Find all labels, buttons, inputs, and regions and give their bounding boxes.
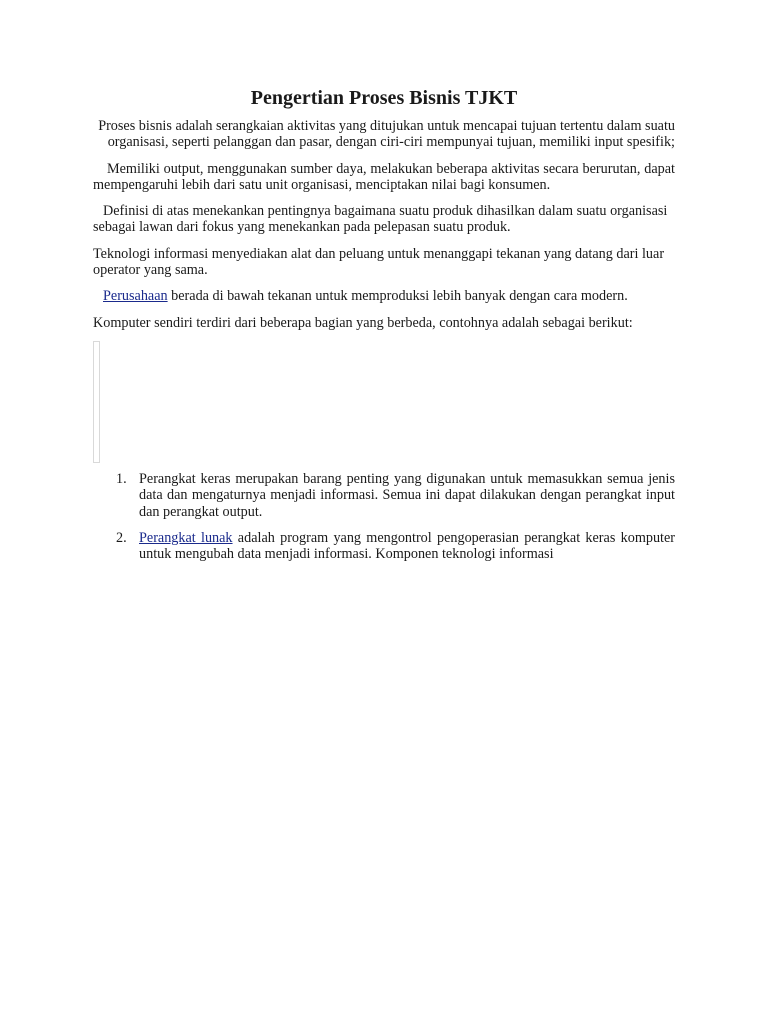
list-item-text: adalah program yang mengontrol pengoperasian perangkat keras komputer untuk mengubah data menjadi informasi. Komponen teknologi informasi (139, 529, 676, 563)
perusahaan-link[interactable]: Perusahaan (103, 288, 168, 305)
paragraph-company (93, 288, 675, 304)
list-item-hardware (93, 471, 675, 520)
list-number: 2. (116, 529, 127, 546)
perangkat-lunak-link[interactable]: Perangkat lunak (139, 529, 233, 546)
paragraph-characteristics: Memiliki output, menggunakan sumber daya, melakukan beberapa aktivitas secara berurutan, dapat mempengaruhi lebih dari satu unit organisasi, menciptakan nilai bagi konsumen. (93, 160, 675, 193)
document-title: Pengertian Proses Bisnis TJKT (250, 87, 518, 109)
empty-image-frame (93, 341, 100, 463)
computer-parts-list (93, 471, 675, 562)
list-number: 1. (116, 470, 127, 487)
paragraph-it-tools: Teknologi informasi menyediakan alat dan peluang untuk menanggapi tekanan yang datang dari luar operator yang sama. (93, 245, 665, 279)
paragraph-computer-parts: Komputer sendiri terdiri dari beberapa bagian yang berbeda, contohnya adalah sebagai berikut: (93, 314, 633, 331)
paragraph-emphasis: Definisi di atas menekankan pentingnya bagaimana suatu produk dihasilkan dalam suatu organisasi sebagai lawan dari fokus yang menekankan pada pelepasan suatu produk. (93, 203, 668, 236)
paragraph-definition: Proses bisnis adalah serangkaian aktivitas yang ditujukan untuk mencapai tujuan tertentu dalam suatu organisasi, seperti pelanggan dan pasar, dengan ciri-ciri mempunyai tujuan, memiliki input spesifik; (98, 118, 675, 151)
paragraph-company-text: berada di bawah tekanan untuk memproduksi lebih banyak dengan cara modern. (167, 288, 628, 305)
list-item-text: Perangkat keras merupakan barang penting yang digunakan untuk memasukkan semua jenis data dan mengaturnya menjadi informasi. Semua ini dapat dilakukan dengan perangkat input dan perangkat output. (139, 470, 675, 520)
document-page (93, 86, 675, 572)
list-item-software (93, 530, 675, 563)
